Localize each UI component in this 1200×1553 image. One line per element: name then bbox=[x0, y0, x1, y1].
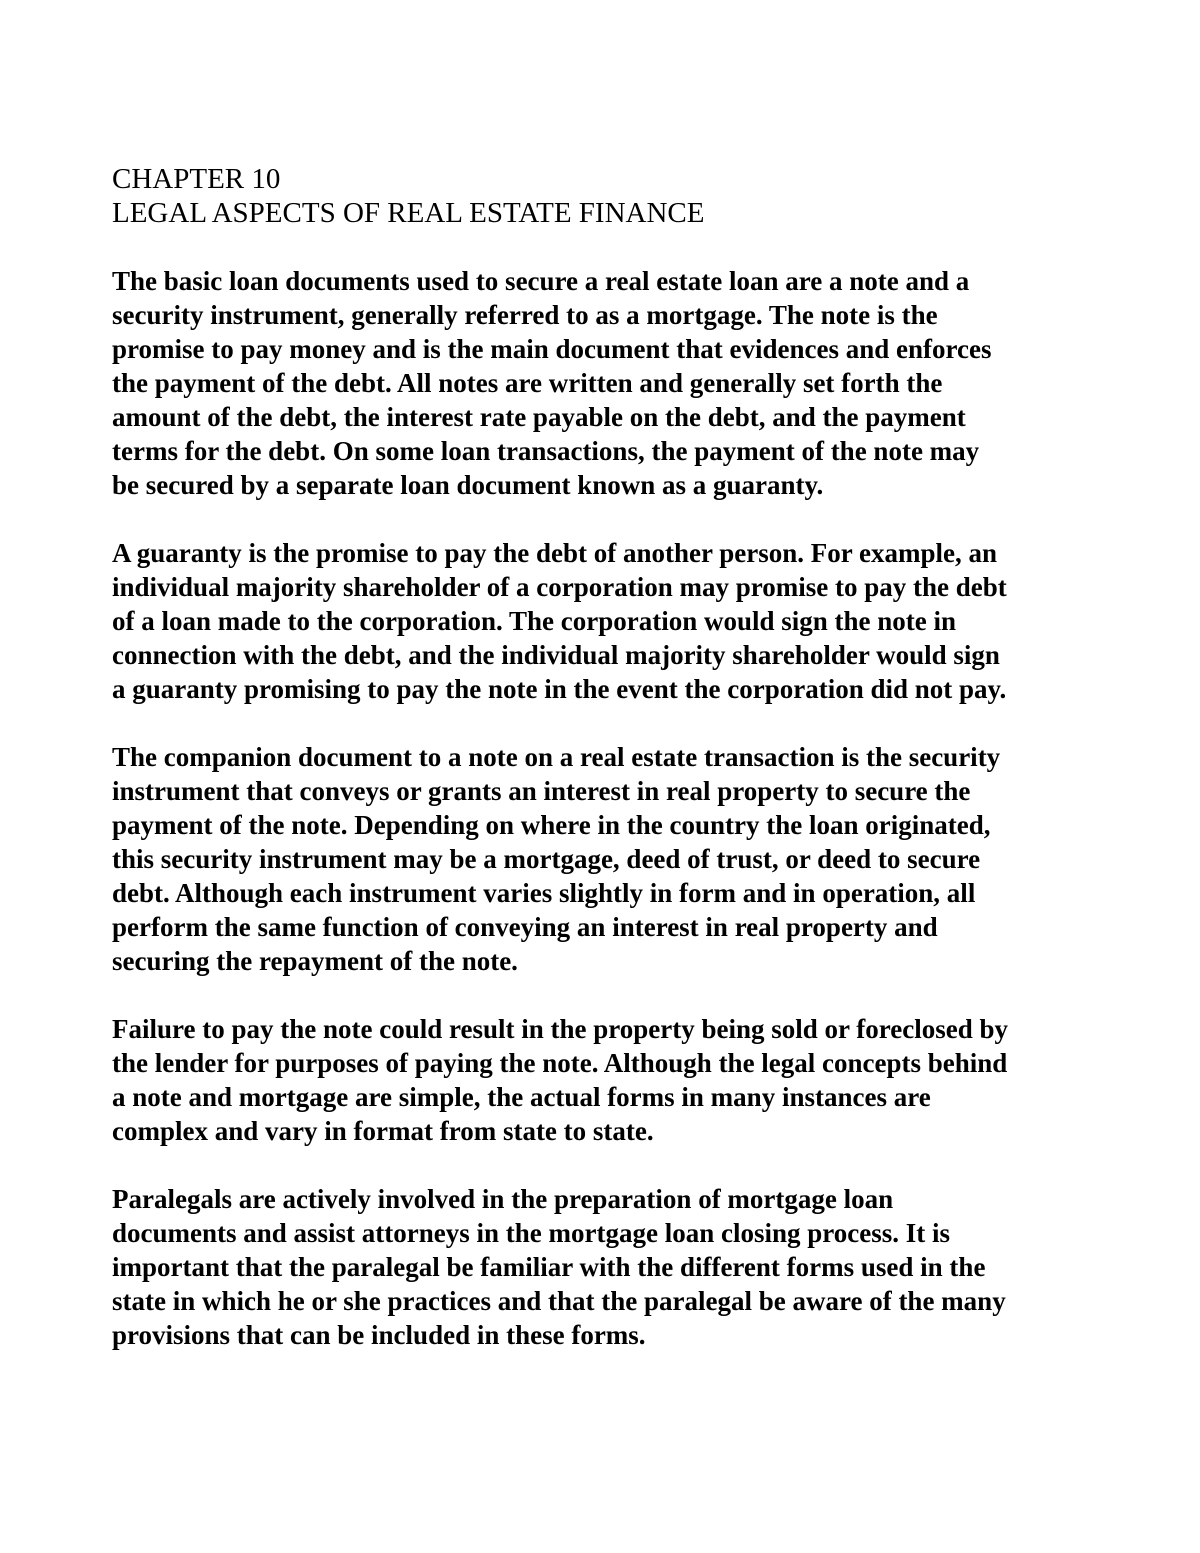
paragraph-line: complex and vary in format from state to state. bbox=[112, 1116, 654, 1146]
paragraph-line: of a loan made to the corporation. The corporation would sign the note in bbox=[112, 606, 957, 636]
paragraph bbox=[112, 536, 1102, 706]
paragraph-line: individual majority shareholder of a corporation may promise to pay the debt bbox=[112, 572, 1007, 602]
paragraph-line: payment of the note. Depending on where in the country the loan originated, bbox=[112, 810, 991, 840]
paragraph-line: Failure to pay the note could result in the property being sold or foreclosed by bbox=[112, 1014, 1009, 1044]
chapter-heading bbox=[112, 162, 1102, 230]
paragraph bbox=[112, 740, 1102, 978]
chapter-title: LEGAL ASPECTS OF REAL ESTATE FINANCE bbox=[112, 197, 705, 229]
paragraph-line: the payment of the debt. All notes are written and generally set forth the bbox=[112, 368, 943, 398]
paragraph bbox=[112, 1012, 1102, 1148]
paragraph-line: terms for the debt. On some loan transactions, the payment of the note may bbox=[112, 436, 980, 466]
paragraph-line: perform the same function of conveying an interest in real property and bbox=[112, 912, 938, 942]
document-body bbox=[112, 162, 1102, 1386]
paragraph-line: documents and assist attorneys in the mortgage loan closing process. It is bbox=[112, 1218, 951, 1248]
paragraph bbox=[112, 264, 1102, 502]
paragraph-line: state in which he or she practices and that the paralegal be aware of the many bbox=[112, 1286, 1006, 1316]
chapter-label: CHAPTER 10 bbox=[112, 163, 281, 195]
paragraph-line: Paralegals are actively involved in the preparation of mortgage loan bbox=[112, 1184, 894, 1214]
paragraph-line: connection with the debt, and the individual majority shareholder would sign bbox=[112, 640, 1000, 670]
paragraph-line: amount of the debt, the interest rate payable on the debt, and the payment bbox=[112, 402, 966, 432]
paragraph-line: the lender for purposes of paying the note. Although the legal concepts behind bbox=[112, 1048, 1008, 1078]
paragraph-line: The basic loan documents used to secure a real estate loan are a note and a bbox=[112, 266, 970, 296]
paragraph-line: securing the repayment of the note. bbox=[112, 946, 518, 976]
paragraph-line: instrument that conveys or grants an interest in real property to secure the bbox=[112, 776, 971, 806]
paragraph-line: The companion document to a note on a real estate transaction is the security bbox=[112, 742, 1001, 772]
paragraph-line: provisions that can be included in these forms. bbox=[112, 1320, 646, 1350]
paragraph bbox=[112, 1182, 1102, 1352]
paragraph-line: promise to pay money and is the main document that evidences and enforces bbox=[112, 334, 992, 364]
paragraph-line: A guaranty is the promise to pay the debt of another person. For example, an bbox=[112, 538, 998, 568]
paragraph-line: this security instrument may be a mortgage, deed of trust, or deed to secure bbox=[112, 844, 981, 874]
paragraph-line: a guaranty promising to pay the note in the event the corporation did not pay. bbox=[112, 674, 1007, 704]
paragraph-line: a note and mortgage are simple, the actual forms in many instances are bbox=[112, 1082, 931, 1112]
paragraph-line: important that the paralegal be familiar with the different forms used in the bbox=[112, 1252, 986, 1282]
paragraph-line: security instrument, generally referred to as a mortgage. The note is the bbox=[112, 300, 938, 330]
paragraph-line: debt. Although each instrument varies slightly in form and in operation, all bbox=[112, 878, 976, 908]
paragraph-line: be secured by a separate loan document known as a guaranty. bbox=[112, 470, 824, 500]
